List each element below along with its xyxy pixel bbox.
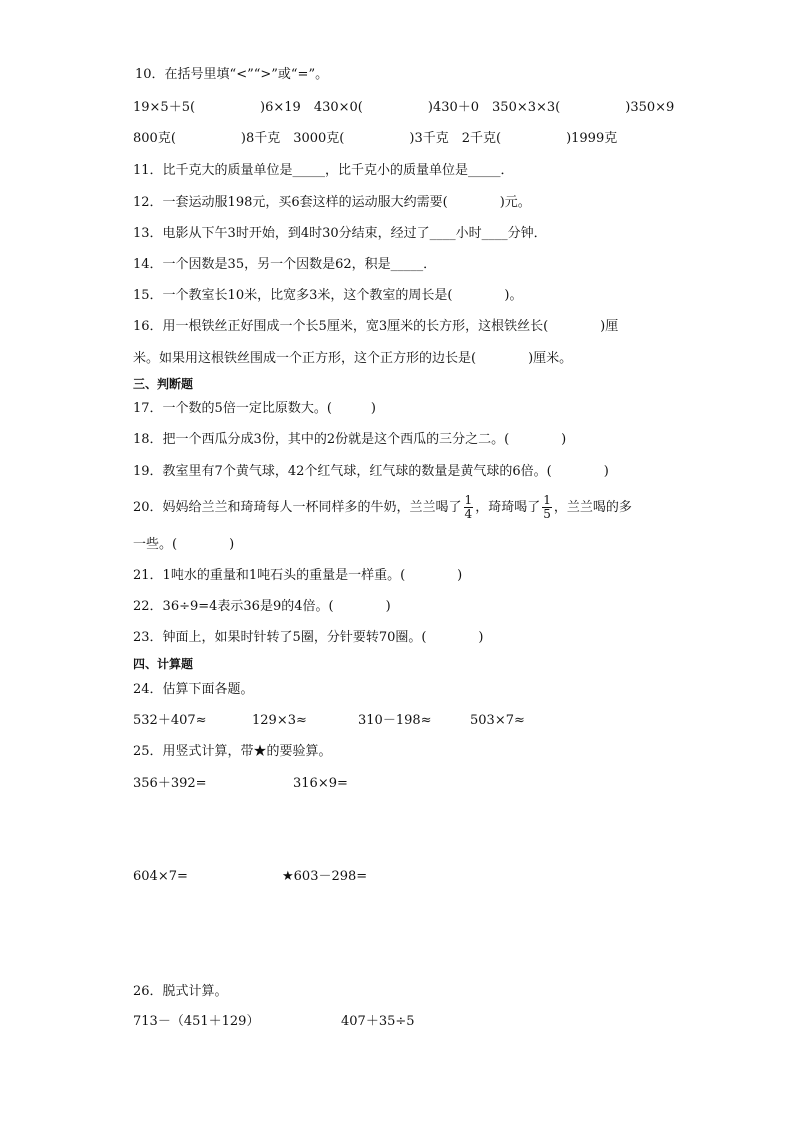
q23: 23．钟面上，如果时针转了5圈，分针要转70圈。( ): [133, 630, 484, 645]
q25-title: 25．用竖式计算，带★的要验算。: [133, 744, 332, 759]
vertical-calc-item: ★603－298=: [282, 869, 368, 884]
estimate-item: 310－198≈: [358, 713, 432, 728]
section-judgement-heading: 三、判断题: [133, 377, 194, 391]
q20-part1: 20．妈妈给兰兰和琦琦每人一杯同样多的牛奶，兰兰喝了: [133, 500, 462, 515]
step-calc-item: 407＋35÷5: [341, 1014, 415, 1029]
q10-title: 10．在括号里填“<”“>”或“=”。: [135, 67, 329, 82]
q14: 14．一个因数是35，另一个因数是62，积是_____．: [133, 257, 437, 272]
vertical-calc-item: 356＋392=: [133, 776, 207, 791]
q21: 21．1吨水的重量和1吨石头的重量是一样重。( ): [133, 568, 463, 583]
q11: 11．比千克大的质量单位是_____，比千克小的质量单位是_____．: [133, 163, 514, 178]
fraction-denominator: 4: [464, 507, 473, 521]
fraction-denominator: 5: [543, 507, 551, 521]
q18: 18．把一个西瓜分成3份，其中的2份就是这个西瓜的三分之二。( ): [133, 432, 567, 447]
q22: 22．36÷9=4表示36是9的4倍。( ): [133, 599, 391, 614]
q16-line1: 16．用一根铁丝正好围成一个长5厘米，宽3厘米的长方形，这根铁丝长( )厘: [133, 319, 619, 334]
section-calculation-heading: 四、计算题: [133, 657, 194, 671]
fraction-numerator: 1: [464, 493, 473, 507]
vertical-calc-item: 316×9=: [293, 776, 348, 791]
fraction-one-quarter: [464, 494, 474, 521]
q13: 13．电影从下午3时开始，到4时30分结束，经过了____小时____分钟．: [133, 226, 547, 241]
estimate-item: 532＋407≈: [133, 713, 207, 728]
estimate-item: 129×3≈: [252, 713, 307, 728]
q12: 12．一套运动服198元，买6套这样的运动服大约需要( )元。: [133, 195, 531, 210]
fraction-numerator: 1: [543, 493, 551, 507]
q26-title: 26．脱式计算。: [133, 984, 228, 999]
q16-line2: 米。如果用这根铁丝围成一个正方形，这个正方形的边长是( )厘米。: [133, 351, 573, 366]
q19: 19．教室里有7个黄气球，42个红气球，红气球的数量是黄气球的6倍。( ): [133, 464, 609, 479]
q15: 15．一个教室长10米，比宽多3米，这个教室的周长是( )。: [133, 288, 523, 303]
estimate-item: 503×7≈: [470, 713, 525, 728]
q10-row1: 19×5＋5( )6×19 430×0( )430＋0 350×3×3( )350×9: [133, 100, 675, 115]
step-calc-item: 713－（451＋129）: [133, 1014, 260, 1029]
q20-line1: [133, 492, 632, 524]
q20-part2: ，琦琦喝了: [475, 500, 541, 515]
q20-line2: 一些。( ): [133, 537, 235, 552]
q24-title: 24．估算下面各题。: [133, 682, 254, 697]
q17: 17．一个数的5倍一定比原数大。( ): [133, 401, 376, 416]
fraction-one-fifth: [542, 494, 552, 521]
q20-part3: ，兰兰喝的多: [553, 500, 632, 515]
q10-row2: 800克( )8千克 3000克( )3千克 2千克( )1999克: [133, 131, 618, 146]
vertical-calc-item: 604×7=: [133, 869, 188, 884]
